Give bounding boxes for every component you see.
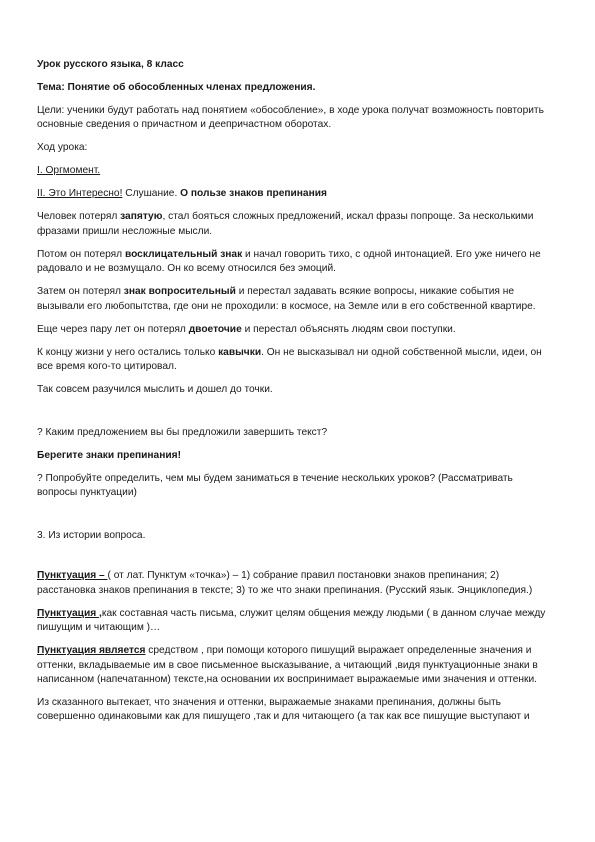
story-text: и начал говорить тихо, с одной интонацией. Его уже ничего не радовало и не возмущало. Он ко всему относился без эмоций. — [37, 248, 541, 275]
stage-1 — [37, 164, 555, 178]
story-paragraph — [37, 248, 555, 277]
conclusion-paragraph: Из сказанного вытекает, что значения и оттенки, выражаемые знаками препинания, должны быть совершенно одинаковыми как для пишущего ,так и для читающего (а так как все пишущие выступают и — [37, 697, 530, 723]
story-text: Еще через пару лет он потерял — [37, 323, 189, 335]
story-text: и перестал объяснять людям свои поступки. — [241, 323, 456, 335]
definition-term[interactable]: Пунктуация , — [37, 607, 102, 619]
stage-2 — [37, 187, 555, 201]
story-text: , стал бояться сложных предложений, искал фразы попроще. За несколькими фразами пришли несложные мысли. — [37, 211, 534, 237]
spacer — [37, 406, 555, 426]
story-text: Затем он потерял — [37, 286, 124, 298]
story-paragraph — [37, 346, 555, 375]
story-text: К концу жизни у него остались только — [37, 346, 219, 358]
lesson-topic: Тема: Понятие об обособленных членах предложения. — [37, 82, 316, 93]
lesson-goals: Цели: ученики будут работать над понятием «обособление», в ходе урока получат возможность повторить основные сведения о причастном и деепричастном оборотах. — [37, 105, 544, 131]
question-2: ? Попробуйте определить, чем мы будем заниматься в течение нескольких уроков? (Рассматривать вопросы пунктуации) — [37, 473, 513, 499]
slogan: Берегите знаки препинания! — [37, 450, 181, 462]
definition-paragraph — [37, 607, 555, 636]
question-1: ? Каким предложением вы бы предложили завершить текст? — [37, 427, 328, 439]
story-keyword: восклицательный знак — [124, 248, 243, 260]
story-keyword: кавычки — [218, 346, 262, 358]
story-keyword: запятую — [120, 211, 163, 223]
definition-paragraph — [37, 644, 555, 687]
story-keyword: знак вопросительный — [123, 286, 236, 298]
definition-term[interactable]: Пунктуация – — [37, 570, 108, 582]
definition-term[interactable]: Пунктуация является — [37, 645, 146, 657]
story-text: Человек потерял — [37, 211, 121, 223]
spacer — [37, 552, 555, 569]
story-paragraph — [37, 323, 555, 337]
stage-1-link[interactable]: I. Оргмомент. — [37, 165, 101, 177]
story-paragraph: Так совсем разучился мыслить и дошел до точки. — [37, 384, 273, 396]
stage-2-link[interactable]: II. Это Интересно! — [37, 188, 123, 200]
story-text: и перестал задавать всякие вопросы, никакие события не вызывали его любопытства, где они не проходили: в космосе, на Земле или в его собственной квартире. — [37, 286, 536, 312]
story-text: Потом он потерял — [37, 248, 125, 260]
stage-2-title: О пользе знаков препинания — [180, 188, 327, 200]
story-keyword: двоеточие — [188, 323, 242, 335]
stage-2-text: Слушание. — [122, 188, 181, 200]
definition-paragraph — [37, 569, 555, 598]
definition-text: как составная часть письма, служит целям общения между людьми ( в данном случае между пишущим и читающим )… — [37, 607, 546, 634]
definition-text: средством , при помощи которого пишущий выражает определенные значения и оттенки, вкладываемые им в свое письменное высказывание, а читающий ,видя пунктуационные знаки в написанном (напечатанном) тексте,на основании их воспринимает выражаемые ими значения и оттенки. — [37, 645, 538, 686]
story-text: . Он не высказывал ни одной собственной мысли, идеи, он все время кого-то цитировал. — [37, 346, 542, 373]
lesson-title: Урок русского языка, 8 класс — [37, 59, 184, 70]
definition-text: ( от лат. Пунктум «точка») – 1) собрание правил постановки знаков препинания; 2) расстановка знаков препинания в тексте; 3) то же что знаки препинания. (Русский язык. Энциклопедия.) — [37, 570, 533, 596]
story-paragraph — [37, 210, 555, 239]
spacer — [37, 509, 555, 529]
history-heading: 3. Из истории вопроса. — [37, 530, 146, 542]
story-paragraph — [37, 285, 555, 314]
lesson-progress-heading: Ход урока: — [37, 142, 88, 154]
